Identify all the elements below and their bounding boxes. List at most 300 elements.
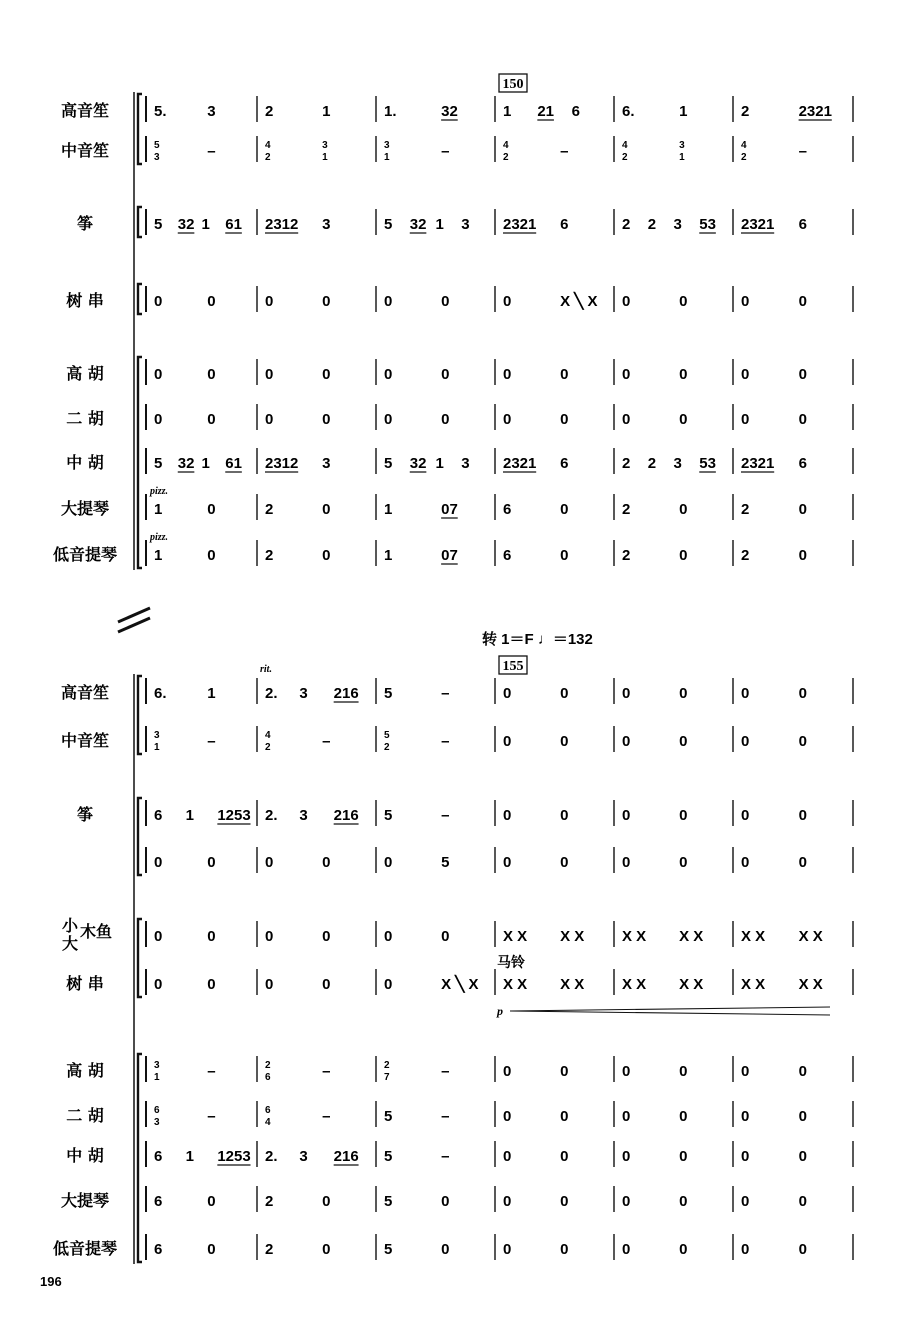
note-group: 0	[503, 1193, 512, 1210]
note-group: 2321	[503, 455, 537, 472]
note-group: 32	[177, 216, 195, 233]
note-group: 2321	[741, 216, 775, 233]
note-group: 0	[679, 547, 688, 564]
note-group: 0	[503, 807, 512, 824]
note-group: –	[322, 1063, 331, 1080]
instrument-label: 中音笙	[60, 141, 110, 160]
note-group: 0	[322, 928, 331, 945]
note-group: 2	[622, 216, 631, 233]
note-group: 3	[322, 455, 331, 472]
note-group: 0	[798, 293, 807, 310]
note-group: 3	[673, 455, 682, 472]
instrument-label: 木鱼	[79, 922, 113, 941]
chord-note-upper: 3	[384, 140, 390, 151]
chord-note-upper: 4	[622, 140, 628, 151]
note-group: 1	[384, 547, 393, 564]
staff-row	[146, 847, 853, 873]
chord-note-lower: 2	[265, 742, 271, 753]
note-group: 5	[384, 1108, 393, 1125]
note-group: 0	[503, 411, 512, 428]
note-group: 0	[798, 1241, 807, 1258]
note-group: 0	[384, 366, 393, 383]
chord-note-lower: 1	[679, 152, 685, 163]
note-group: 0	[503, 685, 512, 702]
note-group: 0	[622, 807, 631, 824]
note-group: 0	[679, 293, 688, 310]
note-group: 0	[798, 366, 807, 383]
note-group: 0	[154, 366, 163, 383]
note-group: 53	[699, 216, 716, 233]
note-group: 0	[679, 1241, 688, 1258]
note-group: 3	[461, 455, 470, 472]
note-group: 1	[201, 455, 210, 472]
key-tempo-change: 转 1＝F ♩＝132	[482, 631, 593, 648]
note-group: 0	[560, 547, 569, 564]
note-group: 0	[207, 501, 216, 518]
dynamic-mark: p	[497, 1004, 503, 1018]
note-group: 0	[384, 854, 393, 871]
instrument-label: 高 胡	[66, 1061, 104, 1080]
note-group: 0	[322, 293, 331, 310]
chord-note-lower: 3	[154, 152, 160, 163]
note-group: 5	[384, 685, 393, 702]
instrument-label: 树 串	[66, 291, 104, 310]
note-group: 32	[409, 455, 427, 472]
instrument-label: 中音笙	[60, 731, 110, 750]
note-group: X X	[798, 928, 823, 945]
note-group: 0	[560, 1148, 569, 1165]
note-group: 0	[622, 411, 631, 428]
staff-row	[66, 1056, 853, 1083]
note-group: 5	[384, 1148, 393, 1165]
note-group: 0	[679, 854, 688, 871]
note-group: 07	[441, 501, 458, 518]
note-group: 0	[560, 366, 569, 383]
note-group: 6	[154, 1241, 163, 1258]
note-group: 2321	[798, 103, 832, 120]
note-group: 0	[154, 411, 163, 428]
note-group: 0	[622, 733, 631, 750]
note-group: 0	[560, 1193, 569, 1210]
note-group: 3	[461, 216, 470, 233]
note-group: 2	[622, 501, 631, 518]
note-group: 0	[741, 685, 750, 702]
note-group: 0	[265, 928, 274, 945]
note-group: 0	[741, 293, 750, 310]
note-group: 1	[201, 216, 210, 233]
note-group: X X	[622, 928, 647, 945]
group-bracket	[138, 798, 142, 875]
note-group: 0	[322, 411, 331, 428]
note-group: 5	[384, 1193, 393, 1210]
note-group: 0	[560, 1108, 569, 1125]
note-group: 0	[679, 733, 688, 750]
chord-note-upper: 5	[154, 140, 160, 151]
note-group: X X	[741, 928, 766, 945]
note-group: 2	[741, 547, 750, 564]
note-group: 0	[741, 1063, 750, 1080]
instrument-label: 树 串	[66, 974, 104, 993]
note-group: 3	[299, 1148, 308, 1165]
chord-note-lower: 2	[622, 152, 628, 163]
instrument-label: 低音提琴	[52, 1239, 118, 1258]
note-group: 1	[384, 501, 393, 518]
instrument-label: 低音提琴	[52, 545, 118, 564]
note-group: 0	[207, 928, 216, 945]
note-group: 0	[560, 1063, 569, 1080]
note-group: 0	[384, 928, 393, 945]
note-group: 2312	[265, 455, 299, 472]
note-group: 0	[441, 366, 450, 383]
chord-note-lower: 6	[265, 1072, 271, 1083]
chord-note-upper: 4	[265, 140, 271, 151]
note-group: 0	[679, 366, 688, 383]
note-group: 0	[207, 411, 216, 428]
note-group: 2	[741, 103, 750, 120]
note-group: 0	[679, 1193, 688, 1210]
instrument-label: 二 胡	[66, 1106, 104, 1125]
note-group: 0	[207, 976, 216, 993]
note-group: 0	[798, 854, 807, 871]
note-group: 6	[560, 455, 569, 472]
note-group: 0	[622, 1241, 631, 1258]
note-group: –	[441, 685, 450, 702]
chord-note-upper: 6	[265, 1105, 271, 1116]
staff-row	[77, 209, 853, 235]
note-group: 3	[299, 685, 308, 702]
chord-note-upper: 4	[503, 140, 509, 151]
note-group: 0	[560, 733, 569, 750]
note-group: 0	[679, 685, 688, 702]
note-group: 0	[741, 411, 750, 428]
note-group: 0	[741, 807, 750, 824]
note-group: 0	[679, 501, 688, 518]
note-group: 5	[384, 216, 393, 233]
note-group: X X	[798, 976, 823, 993]
note-group: 0	[503, 733, 512, 750]
note-group: 3	[322, 216, 331, 233]
note-group: 6	[798, 216, 807, 233]
note-group: 0	[503, 1063, 512, 1080]
note-group: 0	[154, 854, 163, 871]
note-group: 216	[333, 685, 359, 702]
instrument-label: 筝	[76, 214, 94, 233]
note-group: 5	[384, 807, 393, 824]
note-group: 6	[154, 1148, 163, 1165]
chord-note-upper: 3	[154, 1060, 160, 1071]
note-group: 0	[741, 1108, 750, 1125]
instrument-label: 高 胡	[66, 364, 104, 383]
note-group: –	[441, 807, 450, 824]
note-group: 2	[265, 547, 274, 564]
chord-note-lower: 4	[265, 1117, 271, 1128]
note-group: 0	[679, 1148, 688, 1165]
instrument-label: 中 胡	[66, 1146, 104, 1165]
note-group: X X	[679, 928, 704, 945]
note-group: –	[441, 1148, 450, 1165]
note-group: –	[441, 1108, 450, 1125]
instrument-label: 中 胡	[66, 453, 104, 472]
staff-row	[66, 954, 853, 1018]
system-1	[53, 74, 853, 570]
system-2	[53, 630, 853, 1264]
chord-note-lower: 3	[154, 1117, 160, 1128]
note-group: –	[207, 143, 216, 160]
chord-note-lower: 2	[265, 152, 271, 163]
note-group: 0	[154, 928, 163, 945]
note-group: 0	[207, 1241, 216, 1258]
chord-note-lower: 1	[322, 152, 328, 163]
note-group: 0	[798, 733, 807, 750]
note-group: 0	[679, 807, 688, 824]
note-group: 32	[409, 216, 427, 233]
note-group: 0	[560, 854, 569, 871]
staff-row	[62, 916, 853, 953]
note-group: 1	[435, 455, 444, 472]
note-group: 0	[503, 1108, 512, 1125]
note-group: 0	[741, 733, 750, 750]
note-group: 0	[798, 501, 807, 518]
note-group: –	[207, 1063, 216, 1080]
note-group: 0	[265, 293, 274, 310]
note-group: 0	[322, 854, 331, 871]
chord-note-upper: 2	[265, 1060, 271, 1071]
chord-note-lower: 1	[154, 1072, 160, 1083]
note-group: 216	[333, 807, 359, 824]
note-group: 0	[622, 293, 631, 310]
chord-note-lower: 2	[741, 152, 747, 163]
note-group: 0	[503, 366, 512, 383]
rehearsal-number: 155	[502, 659, 524, 674]
note-group: 0	[622, 685, 631, 702]
note-group: –	[207, 733, 216, 750]
note-group: 1	[154, 501, 163, 518]
staff-row	[66, 1101, 853, 1128]
staff-row	[77, 800, 853, 826]
note-group: –	[560, 143, 569, 160]
note-group: 0	[622, 1148, 631, 1165]
note-group: 0	[207, 293, 216, 310]
note-group: 1	[207, 685, 216, 702]
note-group: 6.	[154, 685, 167, 702]
group-bracket	[138, 1054, 142, 1262]
note-group: 0	[741, 1241, 750, 1258]
note-group: 0	[441, 411, 450, 428]
note-group: 0	[741, 366, 750, 383]
staff-row	[66, 404, 853, 430]
note-group: –	[322, 733, 331, 750]
note-group: 2.	[265, 1148, 278, 1165]
staff-row	[61, 1186, 853, 1212]
note-group: 5	[384, 455, 393, 472]
group-bracket	[138, 207, 142, 237]
note-group: 0	[322, 366, 331, 383]
staff-row	[61, 486, 853, 520]
note-group: 0	[503, 1148, 512, 1165]
note-group: X X	[503, 928, 528, 945]
instrument-label: 小	[61, 916, 79, 935]
group-bracket	[138, 284, 142, 314]
note-group: 0	[741, 1193, 750, 1210]
note-group: 0	[441, 928, 450, 945]
note-group: 6	[560, 216, 569, 233]
note-group: –	[322, 1108, 331, 1125]
note-group: 0	[154, 976, 163, 993]
note-group: 5	[154, 216, 163, 233]
staff-row	[53, 1234, 853, 1260]
staff-row	[61, 678, 853, 704]
note-group: –	[441, 733, 450, 750]
note-group: 6	[503, 501, 512, 518]
instrument-label: 二 胡	[66, 409, 104, 428]
chord-note-upper: 6	[154, 1105, 160, 1116]
note-group: 2	[265, 1241, 274, 1258]
note-group: 5	[154, 455, 163, 472]
note-group: 0	[741, 1148, 750, 1165]
note-group: 0	[441, 293, 450, 310]
note-group: 0	[207, 366, 216, 383]
note-group: 0	[560, 1241, 569, 1258]
note-group: 6.	[622, 103, 635, 120]
note-group: 53	[699, 455, 716, 472]
note-group: 6	[798, 455, 807, 472]
staff-row	[53, 532, 853, 566]
note-group: 0	[679, 1063, 688, 1080]
instrument-sublabel: 马铃	[497, 955, 525, 971]
note-group: 1253	[217, 1148, 251, 1165]
note-group: 2	[265, 501, 274, 518]
note-group: 0	[265, 854, 274, 871]
note-group: 2321	[741, 455, 775, 472]
instrument-label: 大提琴	[60, 499, 110, 518]
note-group: 2	[265, 1193, 274, 1210]
note-group: 2	[265, 103, 274, 120]
note-group: 2	[647, 216, 657, 233]
note-group: 1	[185, 1148, 195, 1165]
pizzicato-mark: pizz.	[150, 532, 169, 543]
note-group: X ╲ X	[560, 293, 598, 310]
note-group: 1	[322, 103, 331, 120]
note-group: 3	[299, 807, 308, 824]
note-group: 0	[322, 547, 331, 564]
chord-note-upper: 5	[384, 730, 390, 741]
note-group: 3	[207, 103, 216, 120]
note-group: –	[207, 1108, 216, 1125]
staff-row	[61, 726, 853, 753]
chord-note-upper: 2	[384, 1060, 390, 1071]
note-group: 0	[322, 976, 331, 993]
instrument-label: 高音笙	[60, 101, 110, 120]
staff-row	[66, 359, 853, 385]
note-group: 0	[622, 1193, 631, 1210]
note-group: 1	[679, 103, 688, 120]
instrument-label: 大提琴	[60, 1191, 110, 1210]
note-group: 6	[571, 103, 581, 120]
note-group: 0	[265, 411, 274, 428]
note-group: 0	[622, 1108, 631, 1125]
note-group: 1	[503, 103, 512, 120]
note-group: 0	[798, 1063, 807, 1080]
note-group: X X	[622, 976, 647, 993]
note-group: 21	[537, 103, 555, 120]
staff-row	[66, 448, 853, 474]
note-group: 0	[322, 501, 331, 518]
note-group: 0	[322, 1241, 331, 1258]
chord-note-lower: 1	[384, 152, 390, 163]
note-group: 0	[798, 807, 807, 824]
note-group: 2.	[265, 807, 278, 824]
note-group: 32	[441, 103, 458, 120]
note-group: 6	[154, 807, 163, 824]
group-bracket	[138, 94, 142, 164]
page-number: 196	[40, 1274, 62, 1289]
note-group: 0	[798, 1108, 807, 1125]
note-group: 0	[798, 547, 807, 564]
note-group: 0	[154, 293, 163, 310]
staff-row	[61, 96, 853, 122]
note-group: 0	[622, 366, 631, 383]
note-group: 216	[333, 1148, 359, 1165]
note-group: 1	[435, 216, 444, 233]
note-group: 0	[560, 807, 569, 824]
crescendo-line	[510, 1007, 830, 1011]
note-group: X X	[503, 976, 528, 993]
instrument-label: 筝	[76, 805, 94, 824]
chord-note-upper: 4	[265, 730, 271, 741]
note-group: 0	[207, 547, 216, 564]
note-group: 5	[441, 854, 450, 871]
note-group: 1	[185, 807, 195, 824]
note-group: 2	[647, 455, 657, 472]
note-group: –	[441, 1063, 450, 1080]
note-group: 1.	[384, 103, 397, 120]
note-group: 5.	[154, 103, 167, 120]
note-group: 61	[225, 455, 242, 472]
note-group: 0	[384, 411, 393, 428]
note-group: 2	[622, 547, 631, 564]
note-group: 32	[177, 455, 195, 472]
note-group: 6	[154, 1193, 163, 1210]
note-group: –	[798, 143, 807, 160]
note-group: 0	[384, 293, 393, 310]
note-group: 2	[622, 455, 631, 472]
note-group: 0	[384, 976, 393, 993]
staff-row	[66, 286, 853, 312]
note-group: 0	[322, 1193, 331, 1210]
note-group: X X	[560, 976, 585, 993]
note-group: 0	[622, 1063, 631, 1080]
note-group: 0	[798, 411, 807, 428]
note-group: X X	[560, 928, 585, 945]
chord-note-lower: 2	[384, 742, 390, 753]
note-group: 0	[798, 685, 807, 702]
group-bracket	[138, 919, 142, 997]
note-group: –	[441, 143, 450, 160]
note-group: 0	[265, 976, 274, 993]
note-group: 0	[798, 1193, 807, 1210]
note-group: 0	[441, 1193, 450, 1210]
note-group: 0	[560, 685, 569, 702]
staff-row	[66, 1141, 853, 1167]
note-group: X X	[741, 976, 766, 993]
chord-note-upper: 4	[741, 140, 747, 151]
note-group: 2.	[265, 685, 278, 702]
note-group: 1	[154, 547, 163, 564]
note-group: 0	[503, 293, 512, 310]
note-group: 3	[673, 216, 682, 233]
ritardando-mark: rit.	[260, 664, 272, 675]
note-group: 0	[441, 1241, 450, 1258]
